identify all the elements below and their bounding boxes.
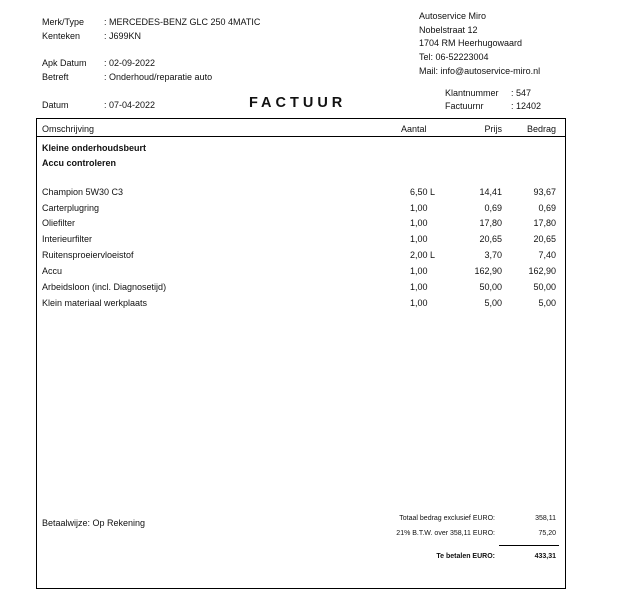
company-phone: Tel: 06-52223004 xyxy=(419,52,489,62)
document-title: FACTUUR xyxy=(249,95,347,111)
grand-total-label: Te betalen EURO: xyxy=(436,553,495,560)
line-description: Klein materiaal werkplaats xyxy=(42,298,148,308)
total-excl-label: Totaal bedrag exclusief EURO: xyxy=(399,515,495,522)
line-quantity: 2,00 L xyxy=(410,250,436,260)
line-description: Arbeidsloon (incl. Diagnosetijd) xyxy=(42,282,167,292)
vat-value: 75,20 xyxy=(538,530,556,537)
apk-value: : 02-09-2022 xyxy=(104,58,156,68)
line-price: 3,70 xyxy=(484,250,502,260)
line-price: 162,90 xyxy=(474,266,502,276)
line-description: Champion 5W30 C3 xyxy=(42,187,124,197)
line-price: 0,69 xyxy=(484,203,502,213)
line-price: 5,00 xyxy=(484,298,502,308)
line-description: Carterplugring xyxy=(42,203,100,213)
line-quantity: 1,00 xyxy=(410,234,428,244)
vat-label: 21% B.T.W. over 358,11 EURO: xyxy=(396,530,495,537)
total-excl-value: 358,11 xyxy=(535,515,556,522)
line-description: Accu xyxy=(42,266,63,276)
line-amount: 20,65 xyxy=(533,234,556,244)
col-price: Prijs xyxy=(484,124,502,134)
line-description: Ruitensproeiervloeistof xyxy=(42,250,134,260)
line-amount: 93,67 xyxy=(533,187,556,197)
line-quantity: 1,00 xyxy=(410,203,428,213)
company-city: 1704 RM Heerhugowaard xyxy=(419,38,523,48)
payment-method: Betaalwijze: Op Rekening xyxy=(42,518,146,528)
line-quantity: 1,00 xyxy=(410,266,428,276)
line-price: 17,80 xyxy=(479,218,502,228)
date-label: Datum xyxy=(42,100,69,110)
line-price: 50,00 xyxy=(479,282,502,292)
subject-value: : Onderhoud/reparatie auto xyxy=(104,72,213,82)
line-price: 14,41 xyxy=(479,187,502,197)
apk-label: Apk Datum xyxy=(42,58,87,68)
section-heading: Accu controleren xyxy=(42,158,117,168)
line-quantity: 1,00 xyxy=(410,282,428,292)
date-value: : 07-04-2022 xyxy=(104,100,156,110)
customer-number-label: Klantnummer xyxy=(445,88,499,98)
col-amount: Bedrag xyxy=(526,124,556,134)
col-description: Omschrijving xyxy=(42,124,95,134)
company-name: Autoservice Miro xyxy=(419,11,487,21)
line-description: Oliefilter xyxy=(42,218,76,228)
line-quantity: 1,00 xyxy=(410,298,428,308)
section-heading: Kleine onderhoudsbeurt xyxy=(42,143,147,153)
line-amount: 0,69 xyxy=(538,203,556,213)
invoice-number-label: Factuurnr xyxy=(445,101,484,111)
totals-divider xyxy=(499,545,559,546)
line-amount: 50,00 xyxy=(533,282,556,292)
line-description: Interieurfilter xyxy=(42,234,93,244)
line-amount: 5,00 xyxy=(538,298,556,308)
line-price: 20,65 xyxy=(479,234,502,244)
company-email: Mail: info@autoservice-miro.nl xyxy=(419,66,541,76)
invoice-number-value: : 12402 xyxy=(511,101,542,111)
line-quantity: 1,00 xyxy=(410,218,428,228)
company-street: Nobelstraat 12 xyxy=(419,25,478,35)
brand-label: Merk/Type xyxy=(42,17,85,27)
line-amount: 162,90 xyxy=(528,266,556,276)
line-amount: 7,40 xyxy=(538,250,556,260)
col-quantity: Aantal xyxy=(401,124,427,134)
header-divider xyxy=(36,136,566,137)
grand-total-value: 433,31 xyxy=(534,553,556,560)
line-quantity: 6,50 L xyxy=(410,187,436,197)
brand-value: : MERCEDES-BENZ GLC 250 4MATIC xyxy=(104,17,261,27)
line-amount: 17,80 xyxy=(533,218,556,228)
plate-value: : J699KN xyxy=(104,31,142,41)
subject-label: Betreft xyxy=(42,72,69,82)
customer-number-value: : 547 xyxy=(511,88,532,98)
plate-label: Kenteken xyxy=(42,31,81,41)
